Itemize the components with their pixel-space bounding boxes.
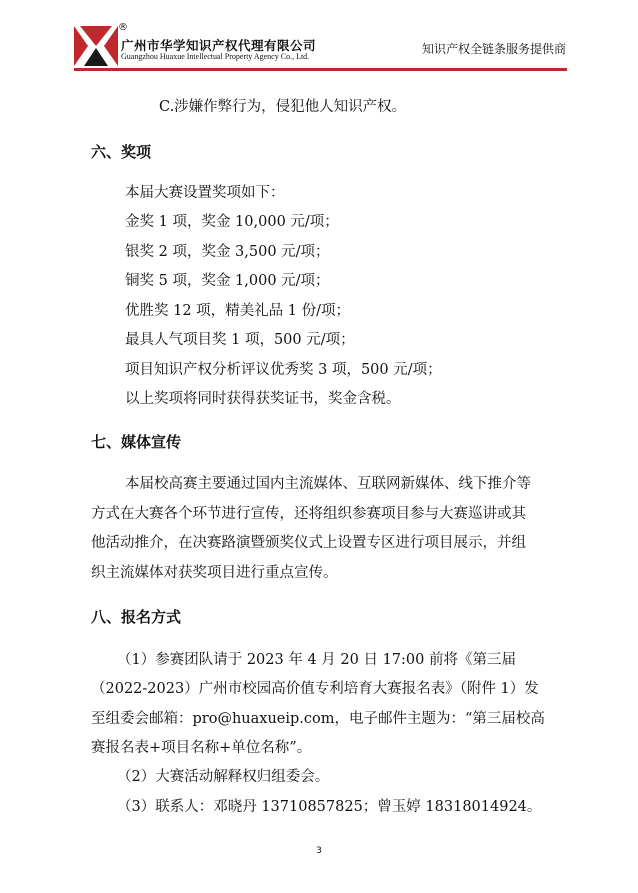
section-heading-registration: 八、报名方式 xyxy=(91,608,182,626)
award-item: 银奖 2 项，奖金 3,500 元/项； xyxy=(125,244,330,260)
company-name-en: Guangzhou Huaxue Intellectual Property Agency Co., Ltd. xyxy=(121,52,310,61)
media-paragraph-line: 他活动推介，在决赛路演暨颁奖仪式上设置专区进行项目展示，并组 xyxy=(91,535,526,551)
award-item: 以上奖项将同时获得获奖证书，奖金含税。 xyxy=(125,391,401,407)
media-paragraph-line: 本届校高赛主要通过国内主流媒体、互联网新媒体、线下推介等 xyxy=(125,476,531,492)
company-logo-icon xyxy=(74,26,118,66)
header-tagline: 知识产权全链条服务提供商 xyxy=(421,42,566,56)
registration-contact: （3）联系人：邓晓丹 13710857825；曾玉婷 18318014924。 xyxy=(117,799,542,815)
award-item: 优胜奖 12 项，精美礼品 1 份/项； xyxy=(125,303,350,319)
company-name-cn: 广州市华学知识产权代理有限公司 xyxy=(121,38,317,53)
award-item: 最具人气项目奖 1 项，500 元/项； xyxy=(125,332,355,348)
clause-c: C.涉嫌作弊行为，侵犯他人知识产权。 xyxy=(159,99,407,115)
media-paragraph-line: 织主流媒体对获奖项目进行重点宣传。 xyxy=(91,565,338,581)
registration-line: 至组委会邮箱：pro@huaxueip.com，电子邮件主题为：“第三届校高 xyxy=(91,711,545,727)
award-item: 项目知识产权分析评议优秀奖 3 项，500 元/项； xyxy=(125,362,442,378)
award-item: 金奖 1 项，奖金 10,000 元/项； xyxy=(125,214,339,230)
media-paragraph-line: 方式在大赛各个环节进行宣传，还将组织参赛项目参与大赛巡讲或其 xyxy=(91,506,526,522)
page-number: 3 xyxy=(316,846,322,856)
header-divider xyxy=(74,68,567,71)
section-heading-media: 七、媒体宣传 xyxy=(91,433,182,451)
registration-line: （2）大赛活动解释权归组委会。 xyxy=(117,769,330,785)
registration-line: （1）参赛团队请于 2023 年 4 月 20 日 17:00 前将《第三届 xyxy=(117,652,516,668)
award-item: 铜奖 5 项，奖金 1,000 元/项； xyxy=(125,273,330,289)
registered-mark: ® xyxy=(118,22,128,33)
section-heading-awards: 六、奖项 xyxy=(91,143,152,161)
registration-line: 赛报名表+项目名称+单位名称”。 xyxy=(91,740,312,756)
awards-intro: 本届大赛设置奖项如下： xyxy=(125,185,285,201)
registration-line: （2022-2023）广州市校园高价值专利培育大赛报名表》（附件 1）发 xyxy=(91,681,539,697)
page-header xyxy=(0,0,638,75)
